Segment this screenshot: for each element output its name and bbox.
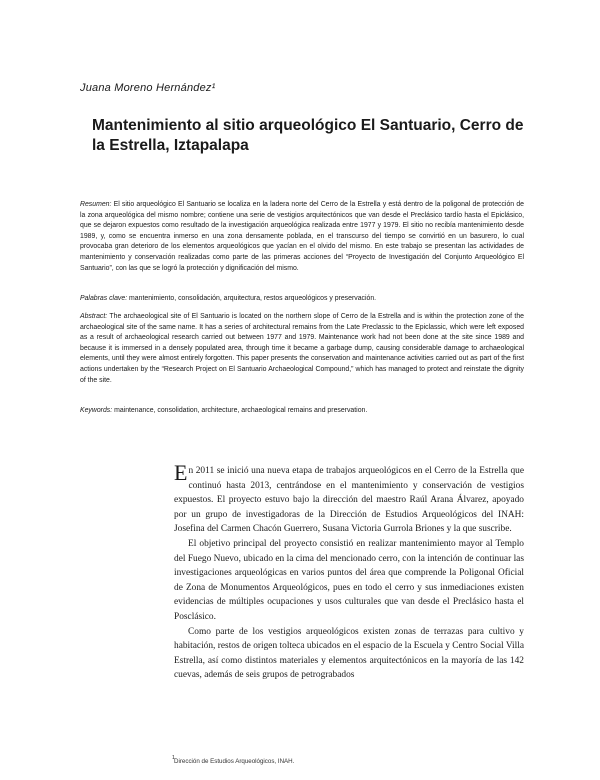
body-paragraph-2: El objetivo principal del proyecto consistió en realizar mantenimiento mayor al Templo del Fuego Nuevo, ubicado en la cima del mencionado cerro, con la intención de continuar las investigaciones arqueológicas en varios puntos del área que comprende la Poligonal Oficial de Zona de Monumentos Arqueológicos, pues en todo el cerro y sus inmediaciones existen evidencias de múltiples ocupaciones y usos culturales que van desde el Preclásico hasta el Posclásico. xyxy=(174,538,524,622)
keywords-en-text: maintenance, consolidation, architecture, archaeological remains and preservation. xyxy=(112,407,368,414)
footnote: Dirección de Estudios Arqueológicos, INAH. xyxy=(174,758,295,765)
abstract-en-label: Abstract: xyxy=(80,313,108,320)
body-paragraph-1-text: n 2011 se inició una nueva etapa de trabajos arqueológicos en el Cerro de la Estrella que continuó hasta 2013, centrándose en el mantenimiento y conservación de vestigios expuestos. El proyecto estuvo bajo la dirección del maestro Raúl Arana Álvarez, apoyado por un grupo de investigadoras de la Dirección de Estudios Arqueológicos del INAH: Josefina del Carmen Chacón Guerrero, Susana Victoria Gurrola Briones y la que suscribe. xyxy=(174,466,524,535)
keywords-english xyxy=(80,406,524,417)
drop-cap: E xyxy=(174,460,188,485)
abstract-es-label: Resumen: xyxy=(80,201,112,208)
keywords-spanish xyxy=(80,294,524,305)
article-body xyxy=(174,460,524,683)
keywords-en-label: Keywords: xyxy=(80,407,113,414)
keywords-es-label: Palabras clave: xyxy=(80,295,128,302)
body-paragraph-1 xyxy=(174,460,524,537)
keywords-es-text: mantenimiento, consolidación, arquitectura, restos arqueológicos y preservación. xyxy=(127,295,377,302)
article-title: Mantenimiento al sitio arqueológico El Santuario, Cerro de la Estrella, Iztapalapa xyxy=(92,117,524,154)
author-name: Juana Moreno Hernández¹ xyxy=(80,82,216,94)
abstract-english xyxy=(80,312,524,386)
abstract-es-text: El sitio arqueológico El Santuario se localiza en la ladera norte del Cerro de la Estrella y está dentro de la poligonal de protección de la zona arqueológica del mismo nombre; contiene una serie de vestigios arquitectónicos que van desde el Preclásico tardío hasta el Epiclásico, que se dejaron expuestos como resultado de la investigación arqueológica realizada entre 1977 y 1979. El sitio no recibía mantenimiento desde 1989, y, como se encuentra inmerso en una zona densamente poblada, en el transcurso del tiempo se convirtió en un basurero, lo cual provocaba gran deterioro de los elementos arqueológicos que yacían en el olvido del mismo. En este trabajo se presentan las actividades de mantenimiento y conservación realizadas como parte de las primeras acciones del “Proyecto de Investigación del Conjunto Arqueológico El Santuario”, con las que se logró la protección y dignificación del mismo. xyxy=(80,201,524,272)
body-paragraph-3: Como parte de los vestigios arqueológicos existen zonas de terrazas para cultivo y habitación, restos de origen tolteca ubicados en el espacio de la Escuela y Centro Social Villa Estrella, así como distintos materiales y elementos arquitectónicos en la mayoría de las 142 cuevas, además de seis grupos de petrograbados xyxy=(174,626,524,681)
footnote-marker: 1 xyxy=(172,755,175,761)
abstract-spanish xyxy=(80,200,524,274)
abstract-en-text: The archaeological site of El Santuario is located on the northern slope of Cerro de la Estrella and is within the protection zone of the archaeological site of the same name. It has a series of architectural remains from the Late Preclassic to the Epiclassic, which were left exposed as a result of archaeological research carried out between 1977 and 1979. Maintenance work had not been done at the site since 1989 and because it is immersed in a densely populated area, through time it became a garbage dump, causing considerable damage to archaeological elements, until they were almost entirely forgotten. This paper presents the conservation and maintenance activities carried out as part of the first actions undertaken by the “Research Project on El Santuario Archaeological Compound,” which has managed to protect and reinstate the dignity of the site. xyxy=(80,313,524,384)
